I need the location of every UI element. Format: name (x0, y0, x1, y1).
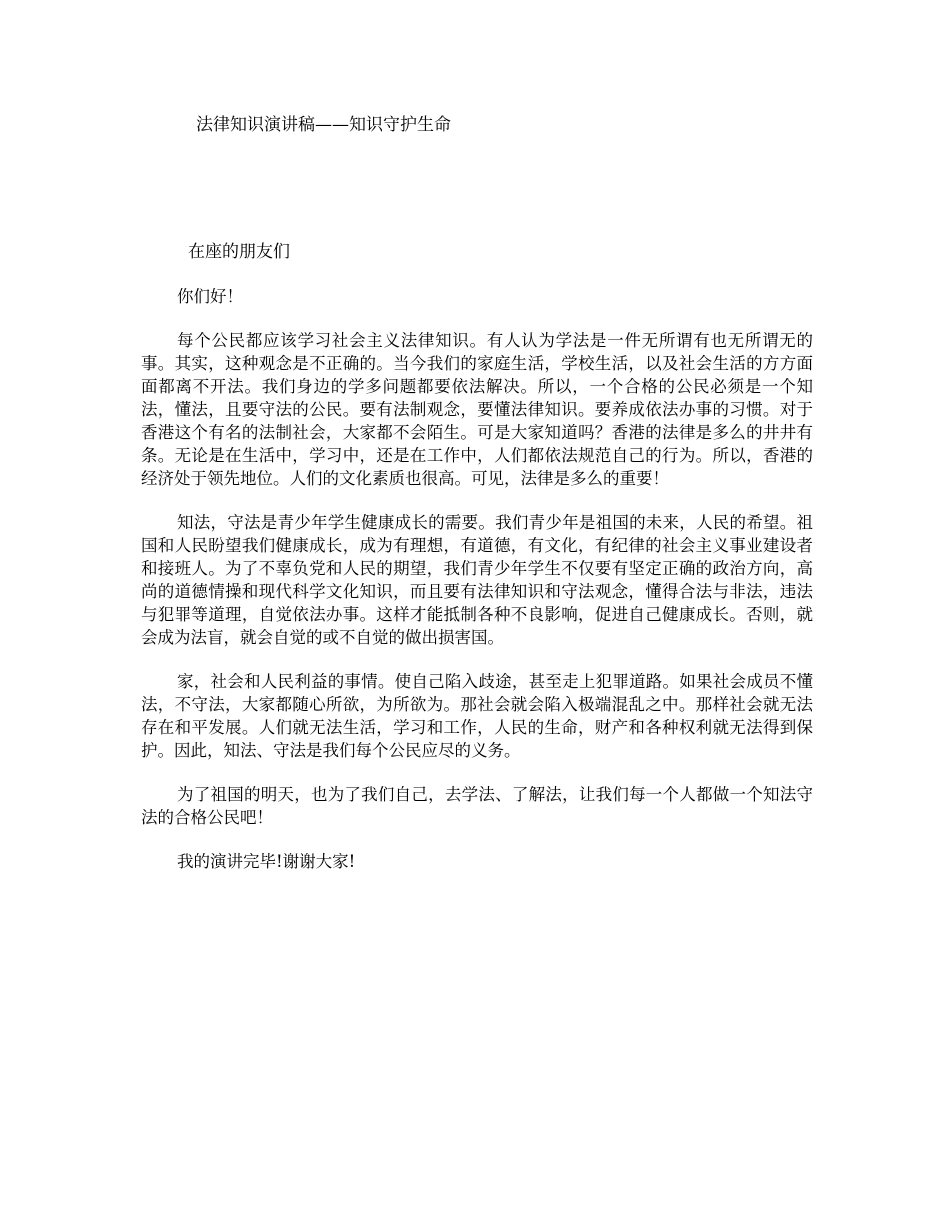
paragraph-closing: 我的演讲完毕!谢谢大家! (177, 852, 356, 871)
paragraph-youth-growth: 知法，守法是青少年学生健康成长的需要。我们青少年是祖国的未来，人民的希望。祖国和人民盼望我们健康成长，成为有理想，有道德，有文化，有纪律的社会主义事业建设者和接班人。为了不辜负党和人民的期望，我们青少年学生不仅要有坚定正确的政治方向，高尚的道德情操和现代科学文化知识，而且要有法律知识和守法观念，懂得合法与非法，违法与犯罪等道理，自觉依法办事。这样才能抵制各种不良影响，促进自己健康成长。否则，就会成为法盲，就会自觉的或不自觉的做出损害国。 (141, 513, 813, 647)
paragraph-society-duty: 家，社会和人民利益的事情。使自己陷入歧途，甚至走上犯罪道路。如果社会成员不懂法，不守法，大家都随心所欲，为所欲为。那社会就会陷入极端混乱之中。那样社会就无法存在和平发展。人们就无法生活，学习和工作，人民的生命，财产和各种权利就无法得到保护。因此，知法、守法是我们每个公民应尽的义务。 (141, 672, 813, 760)
paragraph-law-importance: 每个公民都应该学习社会主义法律知识。有人认为学法是一件无所谓有也无所谓无的事。其实，这种观念是不正确的。当今我们的家庭生活，学校生活，以及社会生活的方方面面都离不开法。我们身边的学多问题都要依法解决。所以，一个合格的公民必须是一个知法，懂法，且要守法的公民。要有法制观念，要懂法律知识。要养成依法办事的习惯。对于香港这个有名的法制社会，大家都不会陌生。可是大家知道吗？香港的法律是多么的井井有条。无论是在生活中，学习中，还是在工作中，人们都依法规范自己的行为。所以，香港的经济处于领先地位。人们的文化素质也很高。可见，法律是多么的重要！ (141, 331, 813, 488)
paragraph-call-to-action: 为了祖国的明天，也为了我们自己，去学法、了解法，让我们每一个人都做一个知法守法的合格公民吧！ (141, 785, 813, 827)
paragraph-hello: 你们好！ (177, 287, 243, 306)
speech-body (141, 285, 813, 894)
document-title: 法律知识演讲稿——知识守护生命 (196, 115, 451, 135)
greeting-line: 在座的朋友们 (188, 242, 290, 262)
